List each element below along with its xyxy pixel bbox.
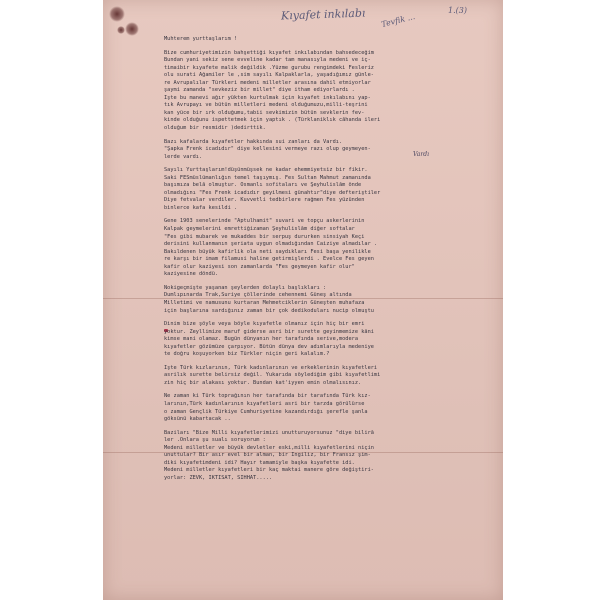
text-line: o zaman Gençlik Türkiye Cumhuriyetine kazandırdığı şerefle şanla bbox=[164, 408, 368, 415]
text-line: Bundan yani sekiz sene evveline kadar tam manasıyla medeni ve iç- bbox=[164, 57, 371, 64]
text-line: kafir olur kaziyesi son zamanlarda "Fes geymeyen kafir olur" bbox=[164, 263, 355, 270]
text-line: şaymi zamanda "sevkeziz bir millet" diye itham ediyorlardı . bbox=[164, 87, 355, 94]
text-line: Ne zaman ki Türk toprağının her tarafında bir tarafında Türk kız- bbox=[164, 393, 371, 400]
text-line: kıyafetler gözümüze çarpıyor. Bütün dünya dev adımlarıyla medeniye bbox=[164, 343, 374, 350]
text-line: Medeni milletler kıyafetleri bir kaç maktai manere göre değiştiri- bbox=[164, 467, 374, 474]
handwritten-page-number: 1.(3) bbox=[448, 6, 467, 15]
text-line: olu surati Ağamiler le ,sim sayılı Kalpaklarla, yaşadığımız günle- bbox=[164, 72, 374, 79]
text-line: "Şapka Frenk icadıdır" diye kellesini vermeye razı olup geymeyen- bbox=[164, 146, 371, 153]
text-line: Saki FESmüslümanlığın temel taşıymış. Fes Sultan Mahmut zamanında bbox=[164, 174, 371, 181]
text-line: Baziları "Bize Milli kıyafetlerimizi unutturuyorsunuz "diye bilirâ bbox=[164, 429, 374, 436]
text-line: Muhterem yurttaşlarım ! bbox=[164, 36, 238, 42]
text-line: Bazı kafalarda kıyafetler hakkında sui zanları da Vardı. bbox=[164, 138, 343, 145]
text-line: lerde vardı. bbox=[164, 153, 203, 160]
text-line: Medeni milletler ve büyük devletler eski,milli kıyafetlerini niçin bbox=[164, 444, 374, 451]
text-line: te doğru koşuyorken biz Türkler niçin geri kalalım.? bbox=[164, 351, 330, 358]
text-line: derisini kullanmanın şeriata uygun olmadığından Caiziye almadılar . bbox=[164, 241, 378, 248]
text-line: Kalpak geymelerini emrettiğizaman Şeyhulislâm diğer softalar bbox=[164, 226, 355, 233]
text-line: "Fes gibi mubarek ve mukaddes bir serpuş dururken sinsiyah Keçi bbox=[164, 233, 365, 240]
text-line: Diye fetvalar verdiler. Kuvvetli tedbirlere rağmen Fes yüzünden bbox=[164, 197, 365, 204]
text-line: timaibir kıyafete malik değildik .Yüzme gurubu rengimdeki Fesleriz bbox=[164, 64, 374, 71]
text-line: asrilık surette belirsiz değil. Yukarıda söylediğim gibi kıyafetlimi bbox=[164, 372, 381, 379]
text-line: Dinim bize şöyle veya böyle kıyafetle olmanız için hiç bir emri bbox=[164, 321, 365, 328]
text-line: Sayılı Yurttaşlarım!düşünmüşsek ne kadar ehemmiyetsiz bir fikir. bbox=[164, 167, 368, 174]
text-line: Dumlıpınarda Trak,Suriye çöllerinde cehennemi Güneş altında bbox=[164, 292, 352, 299]
text-line: kinde olduğunu ispettetmek için yaptık . (Türklaniklık câhanda ileri bbox=[164, 117, 381, 124]
text-line: Bize cumhuriyetimizin bahşettiği kıyafet inkılabından bahsedeceğim bbox=[164, 49, 374, 56]
text-line: göksünü kabartacak .. bbox=[164, 416, 231, 423]
text-line: ler .Onlara şu sualı soruyorum : bbox=[164, 437, 266, 444]
text-line: tık Avrupayı ve bütün milletleri medeni olduğumuzu,milli-teşrini bbox=[164, 102, 368, 109]
text-line: olmadığını "Fes Frenk icadıdır geyilmesi günahtır"diye defteriştiler bbox=[164, 189, 381, 196]
text-line: Nokigeçmişte yaşanan şeylerden dolaylı başlıkları : bbox=[164, 284, 327, 291]
text-line: Milletimi ve namusunu kurtaran Mehmetciklerin Güneşten muhafaza bbox=[164, 299, 365, 306]
text-line: olduğum bir resmidir )dedirttik. bbox=[164, 125, 266, 132]
text-line: binlerce kafa kesildi . bbox=[164, 204, 238, 211]
text-line: re karşı bir imam filamusi haline getirmişlerdi . Evelce Fes geyen bbox=[164, 256, 374, 263]
text-line: yoktur. Zeyllimize maruf giderse asri bir surette geyinmemize kâni bbox=[164, 328, 374, 335]
ink-stain bbox=[109, 6, 125, 22]
text-line: başımıza belâ olmuştur. Osmanlı sofitaları ve Şeyhulislâm önde bbox=[164, 182, 362, 189]
text-line: diki kıyafetimdeni idi? Hayır tamamiyle başka kıyafette idi. bbox=[164, 459, 355, 466]
handwritten-title: Kıyafet inkılabı bbox=[280, 6, 366, 23]
ink-stain bbox=[125, 22, 139, 36]
ink-stain bbox=[117, 26, 125, 34]
text-line: kan yüce bir ırk olduğumu,tabii sevkimizin bütün sevklerin fev- bbox=[164, 109, 365, 116]
text-line: Gene 1903 senelerinde "Aptulhamit" suvari ve topçu askerlerinin bbox=[164, 218, 365, 225]
handwritten-author: Tevfik ... bbox=[380, 11, 416, 30]
text-line: İşte bu manevi ağır yükten kurtulmak için kıyafet inkılabını yap- bbox=[164, 94, 371, 101]
text-line: kaziyesine döndü. bbox=[164, 271, 219, 278]
text-line: kimse mani olamaz. Bugün dünyanın her tarafında serive,modera bbox=[164, 336, 359, 343]
text-line: Bakıldenen büyük kafirlik ola neti saydıkları Fesi başa yenilikle bbox=[164, 248, 371, 255]
margin-note: Vardı bbox=[413, 151, 429, 158]
text-line: İşte Türk kızlarının, Türk kadınlarının ve erkeklerinin kıyafetleri bbox=[164, 364, 378, 371]
text-line: unuttular? Bir asır evel bir alman, bir İngiliz, bir Fransız şim- bbox=[164, 452, 371, 459]
text-line: re Avrupalılar Türkleri medeni milletler arasına dahil etmiyorlar bbox=[164, 79, 371, 86]
text-line: larının,Türk kadınlarının kıyafetleri asri bir tarzda görülürse bbox=[164, 400, 365, 407]
document-page bbox=[103, 0, 503, 600]
text-line: zin hiç bir alakası yoktur. Bundan kat'iyyen emin olmalısınız. bbox=[164, 379, 362, 386]
typed-body-text bbox=[164, 36, 496, 482]
text-line: için başlarına sardığınız zaman bir çok dedikoduları nucip olmuştu bbox=[164, 307, 374, 314]
text-line: yorlar: ZEVK, İKTİSAT, SIHHAT..... bbox=[164, 474, 273, 481]
